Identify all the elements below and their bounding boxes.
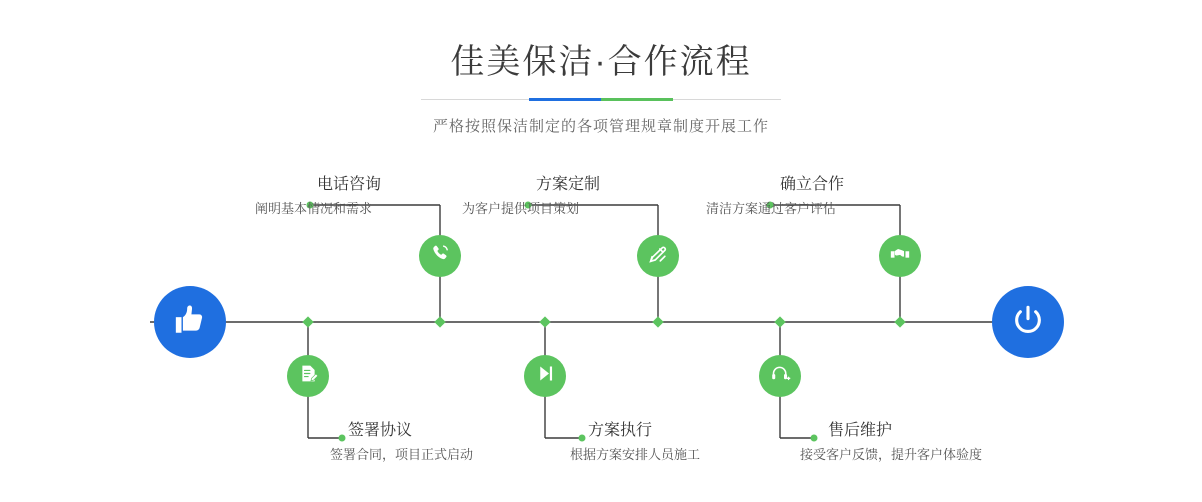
flow-step-label-4 <box>570 420 810 465</box>
flow-step-title-6: 售后维护 <box>828 422 893 439</box>
flow-step-desc-2: 签署合同，项目正式启动 <box>330 447 474 462</box>
page-header <box>0 0 1202 136</box>
flow-end-node[interactable] <box>992 286 1064 358</box>
flow-step-title-5: 确立合作 <box>780 176 845 193</box>
flow-step-desc-6: 接受客户反馈，提升客户体验度 <box>800 447 983 462</box>
thumbs-up-icon <box>173 303 207 342</box>
flow-step-label-5 <box>706 174 906 219</box>
flow-step-icon-3[interactable] <box>637 235 679 277</box>
flow-start-node[interactable] <box>154 286 226 358</box>
flow-step-label-3 <box>462 174 642 219</box>
flow-step-icon-5[interactable] <box>879 235 921 277</box>
flow-step-icon-2[interactable] <box>287 355 329 397</box>
flow-step-desc-5: 清洁方案通过客户评估 <box>706 201 837 216</box>
power-icon <box>1011 303 1045 342</box>
document-edit-icon <box>298 363 319 389</box>
divider-blue-segment <box>529 98 601 101</box>
divider-green-segment <box>601 98 673 101</box>
flow-step-label-1 <box>255 174 435 219</box>
page-subtitle: 严格按照保洁制定的各项管理规章制度开展工作 <box>432 118 769 135</box>
flow-step-icon-4[interactable] <box>524 355 566 397</box>
page-title: 佳美保洁·合作流程 <box>450 43 752 81</box>
process-flow-diagram <box>0 150 1202 502</box>
flow-step-icon-6[interactable] <box>759 355 801 397</box>
flow-step-desc-1: 阐明基本情况和需求 <box>255 201 373 216</box>
flow-step-label-2 <box>330 420 570 465</box>
flow-step-desc-3: 为客户提供项目策划 <box>462 201 580 216</box>
title-divider <box>421 98 781 101</box>
flow-step-title-4: 方案执行 <box>588 422 653 439</box>
handshake-icon <box>889 243 911 270</box>
flow-step-title-3: 方案定制 <box>536 176 601 193</box>
flow-step-title-2: 签署协议 <box>348 422 413 439</box>
flow-step-label-6 <box>800 420 1080 465</box>
phone-ring-icon <box>429 243 451 270</box>
flow-step-icon-1[interactable] <box>419 235 461 277</box>
pen-ruler-icon <box>647 243 669 270</box>
headset-support-icon <box>770 363 791 389</box>
flow-step-desc-4: 根据方案安排人员施工 <box>570 447 701 462</box>
flow-step-title-1: 电话咨询 <box>317 176 382 193</box>
play-forward-icon <box>535 363 556 389</box>
